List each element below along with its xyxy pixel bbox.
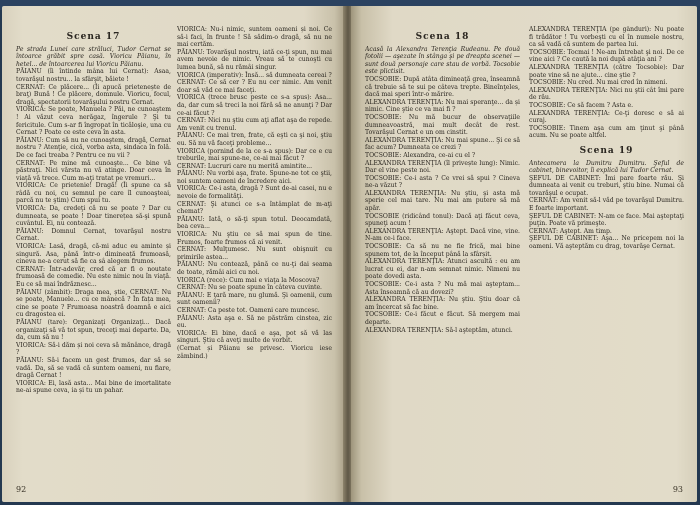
dialogue-line: (Cernat și Păianu se privesc. Vioricu iese zâmbind.) — [177, 344, 332, 360]
dialogue-line: VIORICA: Ei bine, dacă e aşa, pot să vă las singuri. Ştiu că aveţi multe de vorbit. — [177, 329, 332, 345]
left-column-2 — [177, 26, 332, 360]
dialogue-line: ŞEFUL DE CABINET: N-am ce face. Mai aşteptaţi puţin. Poate vă primeşte. — [529, 212, 684, 228]
dialogue-line: VIORICA: Să-i dăm și noi ceva să mănânce, dragă ? — [16, 341, 171, 357]
dialogue-line: ALEXANDRA TERENŢIA: Nu mai spune... Şi ce să fac acum? Dumneata ce crezi ? — [365, 136, 520, 152]
dialogue-line: CERNAT: Ce să cer ? Eu nu cer nimic. Am venit doar să văd ce mai faceţi. — [177, 79, 332, 94]
dialogue-line: VIORICA (rece): Cum mai e viaţa la Moscova? — [177, 276, 320, 284]
dialogue-line: VIORICA: Da, credeţi că nu se poate ? Dar cu dumneata, se poate ! Doar tinerețea să-şi spună cuvântul. Ei, nu contează. — [16, 205, 171, 228]
dialogue-line: ALEXANDRA TERENŢIA (îl privește lung): Nimic. Dar el vine peste noi. — [365, 159, 520, 175]
dialogue-line: ŞEFUL DE CABINET: Aşa... Ne pricepem noi la oameni. Vă aşteptăm cu drag, tovarăşe Cernat. — [529, 235, 684, 251]
dialogue-line: ALEXANDRA TERENŢIA (pe gânduri): Nu poate fi trădător ! Tu vorbeşti cu el în numele nostru, ca să vadă că suntem de partea lui. — [529, 26, 684, 49]
dialogue-line: VIORICA (imperativ): Însă... să dumneata cereai ? — [177, 71, 332, 79]
dialogue-line: ALEXANDRA TERENŢIA: Nu ştiu, şi asta mă sperie cel mai tare. Nu mai am putere să mă apăr. — [365, 189, 520, 213]
dialogue-line: VIORICA (pornind de la ce s-a spus): Dar ce e cu treburile, mai spune-ne, ce-ai mai făcut ? — [177, 147, 332, 163]
dialogue-block — [529, 175, 684, 251]
dialogue-line: CERNAT: Pe mine mă cunoaşte... Ce bine vă păstraţi. Nici vărsta nu vă atinge. Doar ceva în viaţă vă trece. Cum m-aţi tratat pe vremuri... — [16, 159, 171, 182]
dialogue-line: TOCSOBIE: Nu mă bucur de observaţiile dumneavoastră, mai mult decât de rest. Tovarăşul Cernat e un om cinstit. — [365, 113, 520, 137]
dialogue-line: PĂIANU: Asta aşa e. Să ne păstrăm cinstea, zic eu. — [177, 314, 332, 330]
dialogue-block — [16, 68, 171, 395]
dialogue-line: VIORICA: Ce-i asta, dragă ? Sunt de-ai casei, nu e nevoie de formalităţi. — [177, 185, 332, 201]
dialogue-line: VIORICA: Nu-i nimic, suntem oameni și noi. Ce să-i faci, în frunte ! Să sădim-o dragă, să nu ne mai certăm. — [177, 26, 332, 49]
dialogue-block — [529, 26, 684, 140]
dialogue-line: VIORICA: Ei, lasă asta... Mai bine de imortalitate ne-ai spune ceva, ia și tu un pahar. — [16, 379, 171, 395]
stage-direction: Pe strada Lunei care străluci, Tudor Cernat se întoarce grăbit spre casă. Vioricu Păianu, în hetel... de întoarcerea lui Vioricu Păianu. — [16, 45, 171, 68]
dialogue-line: ALEXANDRA TERENŢIA: Aştept. Dacă vine, vine. N-am ce-i face. — [365, 227, 520, 243]
scene-heading: Scena 19 — [579, 145, 634, 156]
dialogue-line: TOCSOBIE: După atâta dimineaţă grea, înseamnă că trebuie să te sui pe câteva trepte. Bineînţeles, dacă mai speri într-o mărire. — [365, 75, 520, 99]
dialogue-line: CERNAT: Nu se poate spune în câteva cuvinte. — [177, 284, 322, 292]
dialogue-line: PĂIANU: Iată, o să-ţi spun totul. Deocamdată, bea ceva... — [177, 215, 332, 231]
dialogue-line: PĂIANU: Să-i facem un gest frumos, dar să se vadă. Da, să se vadă că suntem oameni, nu fiare, dragă Cernat ! — [16, 356, 171, 380]
right-page — [351, 6, 697, 502]
dialogue-line: ALEXANDRA TERENŢIA: Să-l aşteptăm, atunci. — [365, 326, 513, 334]
dialogue-line: PĂIANU: Nu contează, până ce nu-ţi dai seama de toate, rămâi aici cu noi. — [177, 261, 332, 276]
dialogue-line: TOCSOBIE: Ce să facem ? Asta e. — [529, 101, 634, 109]
dialogue-line: CERNAT: Am venit să-l văd pe tovarăşul Dumitru. E foarte important. — [529, 197, 684, 213]
dialogue-line: PĂIANU: Cum să nu ne cunoaştem, dragă, Cernat nostru ? Atenţie, cică, vorba asta, sindaca în folă. De ce faci treaba ? Pentru ce nu vii ? — [16, 136, 171, 159]
dialogue-line: TOCSOBIE: Tinem aşa cum am ţinut şi până acum. Nu se poate altfel. — [529, 124, 684, 140]
dialogue-line: ALEXANDRA TERENŢIA: Nu ştiu. Ştiu doar că am încercat să fac bine. — [365, 296, 520, 311]
dialogue-line: TOCSOBIE: Ce-i asta ? Nu mă mai aşteptam... Asta înseamnă că au dovezi? — [365, 281, 520, 296]
right-column-1 — [365, 26, 520, 334]
dialogue-line: CERNAT: Mulţumesc. Nu sunt obişnuit cu primirile astea... — [177, 246, 332, 261]
dialogue-line: VIORICA: Se poate, Manuela ? Păi, ne cunoaştem ! Ai văzut ceva nerăgaz, îngerule ? Şi tu fericitule. Cum s-ar fi îngropat în ticăloşie, una cu Cernat ? Poate ce este ceva în asta. — [16, 106, 171, 137]
stage-direction: Acasă la Alexandra Terenţia Rudeanu. Pe două fotolii — aşezate în stânga şi pe dreapta scenei — sunt două personaje care stau de vorbă. Tocsobie este plictisit. — [365, 45, 520, 76]
dialogue-line: ALEXANDRA TERENŢIA: Nu mai speranţe... da și nimic. Cine ştie ce va mai fi ? — [365, 98, 520, 114]
dialogue-line: CERNAT: Şi atunci ce s-a întâmplat de m-aţi chemat? — [177, 200, 332, 216]
dialogue-line: ALEXANDRA TERENŢIA: Ce-ţi doresc e să ai curaj. — [529, 109, 684, 125]
dialogue-line: TOCSOBIE: Ce-i asta ? Ce vrei să spui ? Cineva ne-a văzut ? — [365, 174, 520, 190]
scene-heading: Scena 18 — [415, 32, 470, 42]
dialogue-line: PĂIANU: Domnul Cernat, tovarăşul nostru Cernat. — [16, 227, 171, 243]
dialogue-line: CERNAT: Nici nu ştiu cum aţi aflat aşa de repede. Am venit cu trenul. — [177, 117, 332, 132]
dialogue-line: CERNAT: Ce plăcere... (Îi apucă prietenește de braţ) Bună ! Ce plăcere, domnule. Vioricu, focul, dragă, spectatorii tovarăşului nostru Cernat. — [16, 83, 171, 106]
page-number: 93 — [672, 485, 683, 494]
dialogue-line: ŞEFUL DE CABINET: Îmi pare foarte rău. Şi dumneata ai venit cu treburi, ştiu bine. Numai că tovarăşul e ocupat. — [529, 174, 684, 197]
dialogue-line: TOCSOBIE (ridicând tonul): Dacă aţi făcut ceva, spuneţi acum ! — [365, 212, 520, 228]
page-number: 92 — [16, 485, 27, 494]
dialogue-line: TOCSOBIE: Ce-i făcut e făcut. Să mergem mai departe. — [365, 311, 520, 326]
dialogue-line: PĂIANU: Nu vorbi aşa, frate. Spune-ne tot ce ştii, noi suntem oameni de încredere aici. — [177, 170, 332, 185]
dialogue-line: PĂIANU: Ce mai tren, frate, că eşti ca şi noi, ştiu eu. Să nu vă faceţi probleme... — [177, 132, 332, 147]
dialogue-line: CERNAT: Într-adevăr, cred că ar fi o noutate frumoasă de comedie. Nu este nimic nou în viaţă. Eu ce să mai îndrăznesc... — [16, 265, 171, 288]
dialogue-line: ALEXANDRA TERENŢIA: Nici nu ştii cât îmi pare de rău. — [529, 86, 684, 102]
dialogue-line: VIORICA: Ce prietenie! Dragă! (Îi spune ca să râdă cu noi, cu semnul pe care îl cunoaşteai, parcă nu te ştim) Cum spui tu. — [16, 182, 171, 205]
dialogue-line: CERNAT: Aştept. Am timp. — [529, 227, 612, 235]
dialogue-line: PĂIANU (tare): Organizaţi Organizaţi... Dacă organizaţi să vă tot spun, treceţi mai departe. Da, da, cum să nu ! — [16, 318, 171, 342]
scene-heading: Scena 17 — [66, 32, 121, 42]
dialogue-line: TOCSOBIE: Ca să nu ne fie frică, mai bine spunem tot, de la început până la sfârșit. — [365, 243, 520, 258]
dialogue-block — [365, 76, 520, 334]
dialogue-line: PĂIANU (îi întinde mâna lui Cernat): Asaa, tovarăşul nostru... la sfârşit, băiete ! — [16, 68, 171, 83]
dialogue-line: CERNAT: Ca peste tot. Oameni care muncesc. — [177, 306, 320, 314]
dialogue-line: TOCSOBIE: Nu cred. Nu mai cred în nimeni. — [529, 79, 668, 87]
dialogue-line: TOCSOBIE: Alexandra, ce-ai cu el ? — [365, 151, 476, 159]
dialogue-line: VIORICA: Nu ştiu ce să mai spun de tine. Frumos, foarte frumos că ai venit. — [177, 231, 332, 246]
right-column-2 — [529, 26, 684, 251]
dialogue-line: PĂIANU (zâmbit): Draga mea, știe, CERNAT: Nu se poate, Manuele... cu ce mânecă ? În fața mea, cine se poate ? Frumoasa noastră doamnă e aici cu dragostea ei. — [16, 288, 171, 319]
dialogue-block — [177, 26, 332, 360]
dialogue-line: VIORICA: Lasă, dragă, că-mi aduc eu aminte și singură. Asa, până într-o dimineață frumoasă, cineva ne-a cerut să fie ca sâ alegem frumos. — [16, 243, 171, 266]
dialogue-line: PĂIANU: E ţară mare, nu glumă. Şi oamenii, cum sunt oamenii? — [177, 291, 332, 307]
stage-direction: Antecamera la Dumitru Dumitru. Şeful de cabinet, binevoitor, îi explică lui Tudor Cernat. — [529, 159, 684, 175]
left-page — [2, 6, 345, 502]
dialogue-line: PĂIANU: Tovarăşul nostru, iată ce-ţi spun, nu mai avem nevoie de nimic. Vreau să te cunoşti cu lumea bună, să nu rămâi singur. — [177, 48, 332, 71]
dialogue-line: ALEXANDRA TERENŢIA: Atunci ascultă : eu am lucrat cu ei, dar n-am semnat nimic. Nimeni nu poate dovedi asta. — [365, 258, 520, 281]
left-column-1 — [16, 26, 171, 395]
dialogue-line: TOCSOBIE: Tocmai ! Ne-am întrebat şi noi. De ce vine aici ? Ce caută la noi după atâţia ani ? — [529, 48, 684, 64]
dialogue-line: CERNAT: Lucruri care nu merită amintite... — [177, 162, 313, 170]
dialogue-line: ALEXANDRA TERENŢIA (către Tocsobie): Dar poate vine să ne ajute... cine ştie ? — [529, 63, 684, 79]
dialogue-line: VIORICA (trece brusc peste ce s-a spus): Asa... da, dar cum să treci la noi fără să ne anunţi ? Dar ce-ai făcut ? — [177, 94, 332, 117]
